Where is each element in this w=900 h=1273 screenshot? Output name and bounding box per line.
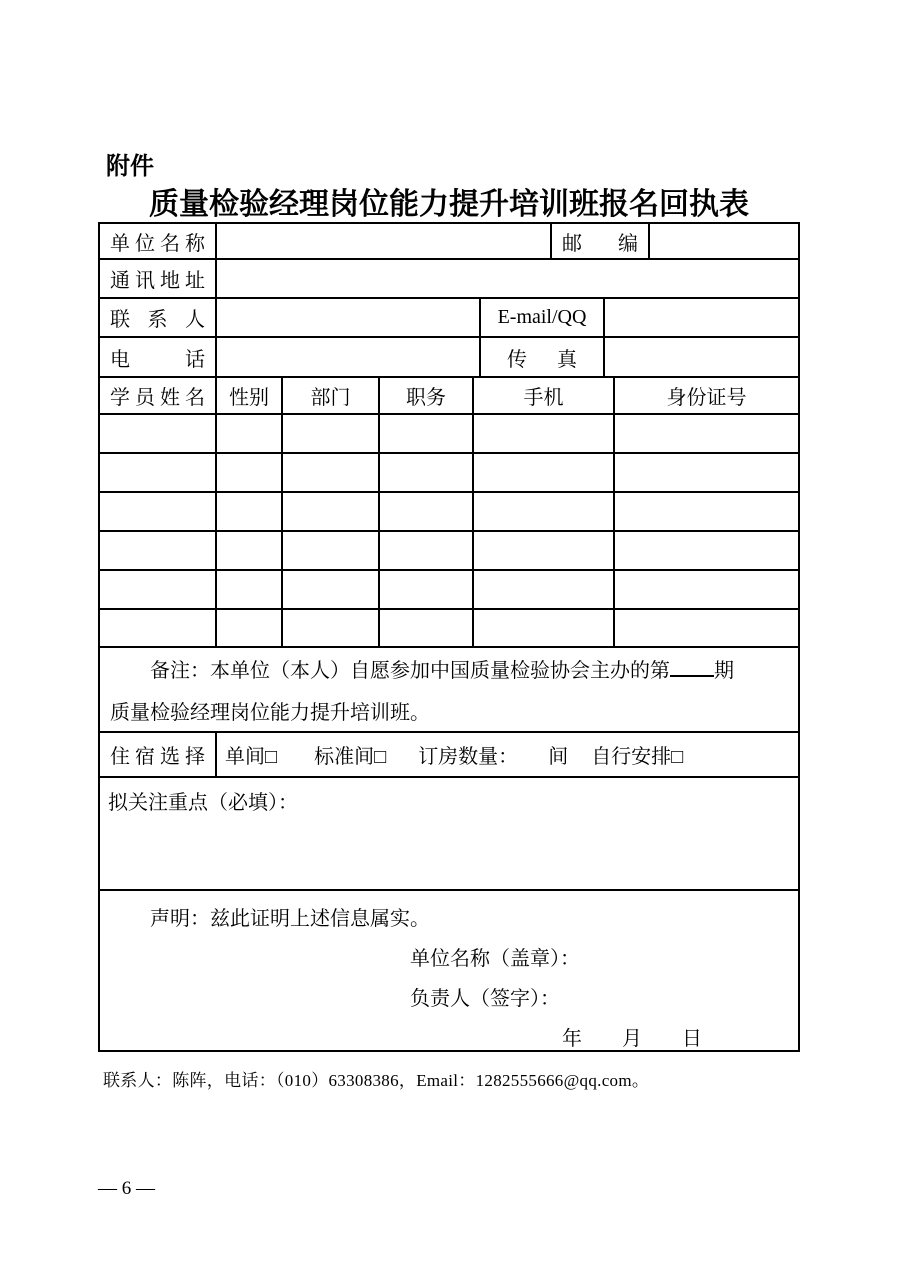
student-position-cell[interactable] [380,493,474,530]
declaration-statement: 声明：兹此证明上述信息属实。 [150,908,430,930]
contact-label-cell [100,299,217,336]
student-id-cell[interactable] [615,610,798,646]
unit-name-label-cell [100,224,217,258]
phone-label-cell [100,338,217,376]
student-gender-cell[interactable] [217,493,283,530]
remark-row [100,648,798,733]
registration-form-table [98,222,800,1052]
contact-label: 联系人 [110,309,205,331]
student-department-cell[interactable] [283,454,380,491]
student-id-cell[interactable] [615,532,798,569]
student-row [100,493,798,532]
lodging-room-quantity-label: 订房数量： [418,746,519,768]
student-row [100,610,798,648]
declaration-unit-seal: 单位名称（盖章）： [410,948,580,970]
fax-input-cell[interactable] [605,338,798,376]
student-row [100,415,798,454]
student-row [100,454,798,493]
student-mobile-cell[interactable] [474,454,615,491]
zip-input-cell[interactable] [650,224,798,258]
fax-label-cell [481,338,605,376]
unit-name-input-cell[interactable] [217,224,552,258]
student-name-cell[interactable] [100,571,217,608]
student-id-cell[interactable] [615,415,798,452]
student-department-cell[interactable] [283,610,380,646]
email-label-cell [481,299,605,336]
remark-prefix: 备注：本单位（本人）自愿参加中国质量检验协会主办的第 [150,660,670,682]
fax-label: 传真 [507,348,577,371]
lodging-option-self-arrange-checkbox[interactable]: 自行安排□ [591,746,684,768]
student-mobile-cell[interactable] [474,571,615,608]
student-mobile-cell[interactable] [474,532,615,569]
student-mobile-cell[interactable] [474,415,615,452]
header-student-name-cell [100,378,217,413]
student-id-cell[interactable] [615,454,798,491]
row-address [100,260,798,299]
student-department-cell[interactable] [283,493,380,530]
student-gender-cell[interactable] [217,610,283,646]
address-label-cell [100,260,217,297]
student-department-cell[interactable] [283,571,380,608]
student-gender-cell[interactable] [217,571,283,608]
focus-row [100,778,798,891]
lodging-label: 住宿选择 [110,746,205,768]
student-gender-cell[interactable] [217,532,283,569]
focus-input-cell[interactable] [100,778,798,889]
header-gender: 性别 [229,387,269,409]
header-department: 部门 [310,387,351,409]
phone-label: 电话 [110,348,205,371]
zip-label-cell [552,224,650,258]
student-row [100,571,798,610]
declaration-row [100,891,798,1050]
lodging-label-cell [100,733,217,776]
row-phone [100,338,798,378]
header-id-number: 身份证号 [666,387,747,409]
lodging-options-cell [217,733,798,776]
student-name-cell[interactable] [100,493,217,530]
student-position-cell[interactable] [380,571,474,608]
header-id-number-cell [615,378,798,413]
student-position-cell[interactable] [380,610,474,646]
form-title: 质量检验经理岗位能力提升培训班报名回执表 [149,188,749,221]
header-student-name: 学员姓名 [110,387,205,409]
student-position-cell[interactable] [380,454,474,491]
zip-label: 邮编 [562,232,638,255]
student-mobile-cell[interactable] [474,493,615,530]
student-name-cell[interactable] [100,415,217,452]
declaration-signer: 负责人（签字）： [410,988,560,1010]
row-contact [100,299,798,338]
student-gender-cell[interactable] [217,415,283,452]
header-position-cell [380,378,474,413]
session-number-blank[interactable] [670,658,714,677]
student-header-row [100,378,798,415]
email-input-cell[interactable] [605,299,798,336]
student-department-cell[interactable] [283,532,380,569]
declaration-date: 年 月 日 [562,1028,702,1050]
student-name-cell[interactable] [100,610,217,646]
address-label: 通讯地址 [110,270,205,292]
address-input-cell[interactable] [217,260,798,297]
page-number: — 6 — [98,1178,155,1199]
student-row [100,532,798,571]
remark-line2: 质量检验经理岗位能力提升培训班。 [110,702,430,724]
header-position: 职务 [406,387,446,409]
lodging-row [100,733,798,778]
unit-name-label: 单位名称 [110,232,205,255]
header-mobile-cell [474,378,615,413]
remark-cell [100,648,798,731]
lodging-option-standard-room-checkbox[interactable]: 标准间□ [314,746,387,768]
student-position-cell[interactable] [380,415,474,452]
contact-input-cell[interactable] [217,299,481,336]
attachment-label: 附件 [106,153,154,180]
lodging-option-single-room-checkbox[interactable]: 单间□ [225,746,278,768]
student-mobile-cell[interactable] [474,610,615,646]
header-mobile: 手机 [523,387,564,409]
header-gender-cell [217,378,283,413]
student-name-cell[interactable] [100,454,217,491]
footer-contact-line: 联系人：陈阵，电话：（010）63308386，Email：1282555666@qq.com。 [103,1071,650,1090]
student-id-cell[interactable] [615,493,798,530]
lodging-room-unit-label: 间 [548,746,569,768]
phone-input-cell[interactable] [217,338,481,376]
student-department-cell[interactable] [283,415,380,452]
remark-suffix: 期 [714,660,734,682]
email-label: E-mail/QQ [497,306,587,328]
student-id-cell[interactable] [615,571,798,608]
declaration-cell [100,891,798,1050]
focus-label: 拟关注重点（必填）： [108,792,298,814]
student-name-cell[interactable] [100,532,217,569]
student-position-cell[interactable] [380,532,474,569]
header-department-cell [283,378,380,413]
student-gender-cell[interactable] [217,454,283,491]
remark-line1 [110,650,788,692]
row-unit-name [100,224,798,260]
